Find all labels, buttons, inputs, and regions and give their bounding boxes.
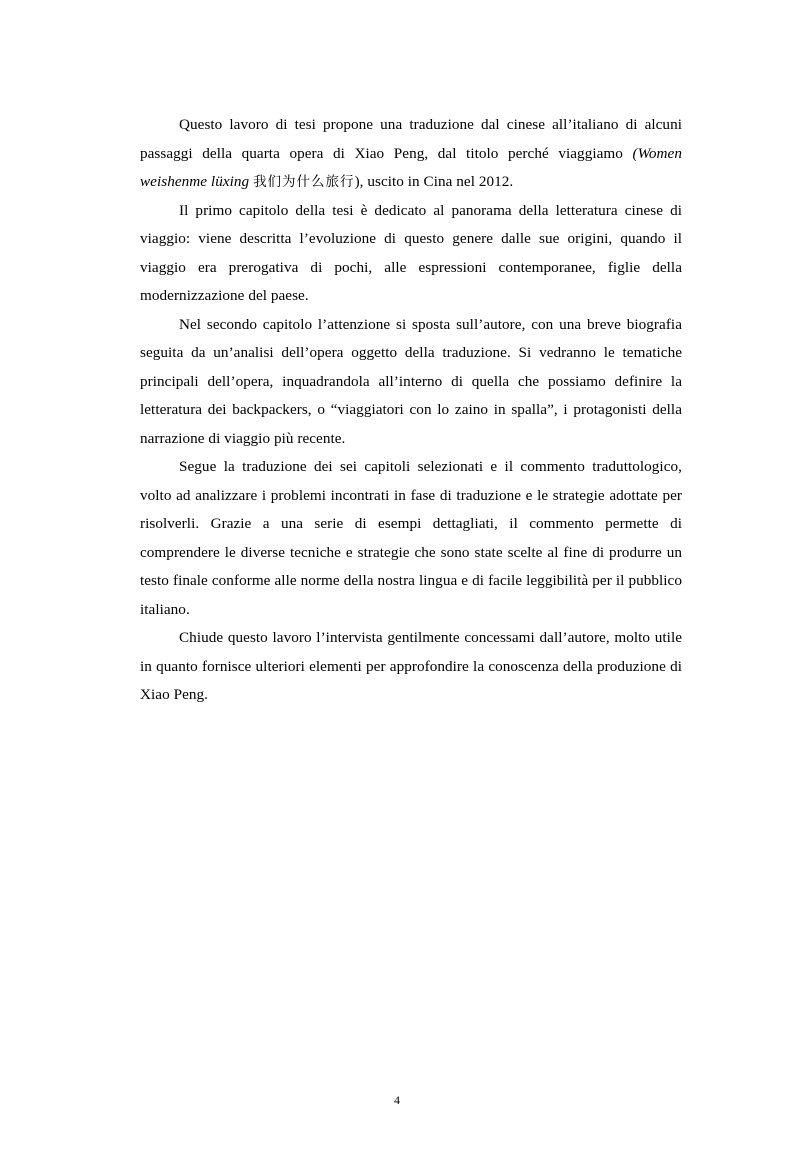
book-title-italic: (Women weishenme lüxing: [140, 144, 682, 190]
abstract-text-block: [140, 111, 682, 710]
book-title-chinese: 我们为什么旅行: [253, 174, 355, 190]
paragraph-1-tail: ), uscito in Cina nel 2012.: [354, 173, 514, 190]
paragraph-1: [140, 111, 682, 197]
page-number: 4: [394, 1093, 400, 1107]
paragraph-3: Nel secondo capitolo l’attenzione si sposta sull’autore, con una breve biografia seguita da un’analisi dell’opera oggetto della traduzione. Si vedranno le tematiche principali dell’opera, inquadrandola all’interno di quella che possiamo definire la letteratura dei backpackers, o “viaggiatori con lo zaino in spalla”, i protagonisti della narrazione di viaggio più recente.: [140, 315, 682, 447]
paragraph-2: Il primo capitolo della tesi è dedicato al panorama della letteratura cinese di viaggio: viene descritta l’evoluzione di questo genere dalle sue origini, quando il viaggio era prerogativa di pochi, alle espressioni contemporanee, figlie della modernizzazione del paese.: [140, 201, 682, 304]
paragraph-1-lead: Questo lavoro di tesi propone una traduzione dal cinese all’italiano di alcuni passaggi della quarta opera di Xiao Peng, dal titolo perché viaggiamo: [140, 116, 682, 162]
paragraph-5: Chiude questo lavoro l’intervista gentilmente concessami dall’autore, molto utile in quanto fornisce ulteriori elementi per approfondire la conoscenza della produzione di Xiao Peng.: [140, 629, 682, 703]
paragraph-4: Segue la traduzione dei sei capitoli selezionati e il commento traduttologico, volto ad analizzare i problemi incontrati in fase di traduzione e le strategie adottate per risolverli. Grazie a una serie di esempi dettagliati, il commento permette di comprendere le diverse tecniche e strategie che sono state scelte al fine di produrre un testo finale conforme alle norme della nostra lingua e di facile leggibilità per il pubblico italiano.: [140, 458, 682, 618]
